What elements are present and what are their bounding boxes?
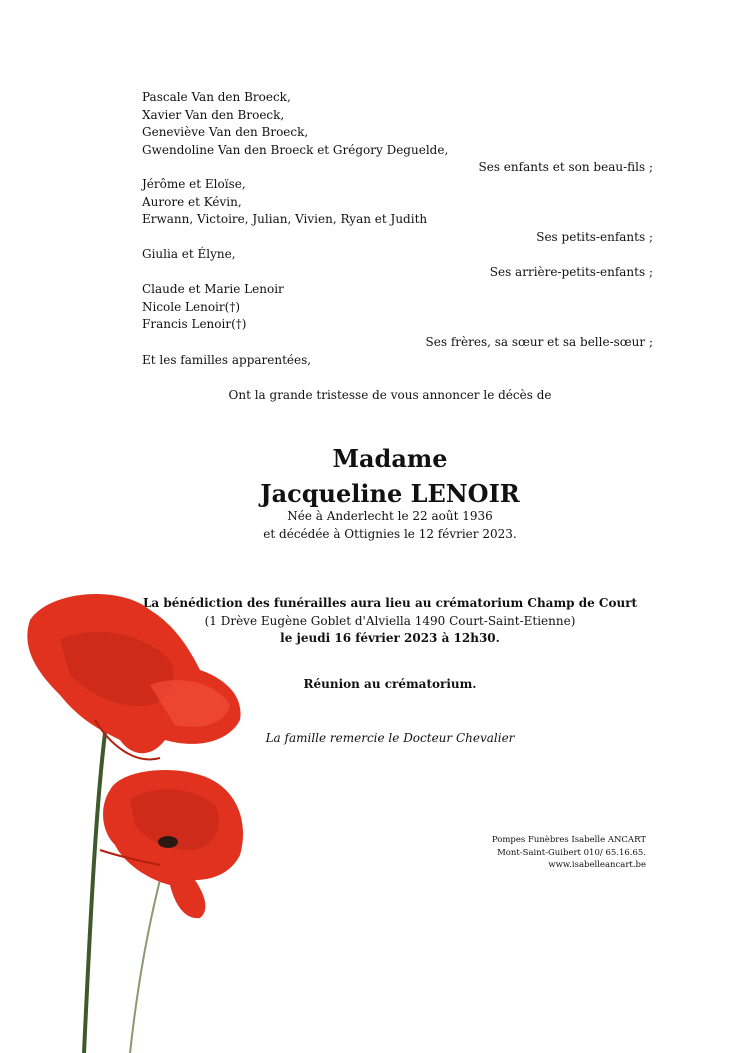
deceased-name: Jacqueline LENOIR (260, 479, 520, 508)
great-grandchild-name: Giulia et Élyne, (142, 247, 236, 261)
children-list (142, 89, 448, 159)
ceremony-line-1: La bénédiction des funérailles aura lieu au crématorium Champ de Court (142, 596, 638, 610)
poppies-illustration (0, 580, 260, 1053)
child-name: Pascale Van den Broeck, (142, 90, 291, 104)
funeral-home-name: Pompes Funèbres Isabelle ANCART (491, 835, 646, 845)
ceremony-address: (1 Drève Eugène Goblet d'Alviella 1490 Court-Saint-Etienne) (204, 614, 576, 628)
families-line: Et les familles apparentées, (142, 353, 312, 367)
sibling-name: Francis Lenoir(†) (142, 317, 247, 331)
siblings-label: Ses frères, sa sœur et sa belle-sœur ; (425, 335, 653, 349)
grandchild-name: Jérôme et Eloïse, (142, 177, 246, 191)
siblings-list (142, 281, 284, 334)
poppy-flower-upper (27, 594, 240, 759)
children-label: Ses enfants et son beau-fils ; (478, 160, 653, 174)
poppy-stem (130, 880, 160, 1053)
child-name: Gwendoline Van den Broeck et Grégory Deguelde, (142, 142, 449, 157)
reunion-line: Réunion au crématorium. (303, 677, 477, 691)
great-grandchildren-label: Ses arrière-petits-enfants ; (489, 265, 653, 279)
grandchildren-label: Ses petits-enfants ; (536, 230, 653, 244)
grandchildren-list (142, 176, 427, 229)
thanks-line: La famille remercie le Docteur Chevalier (265, 731, 515, 745)
grandchild-name: Aurore et Kévin, (142, 194, 242, 209)
funeral-home-address: Mont-Saint-Guibert 010/ 65.16.65. (497, 847, 646, 858)
ceremony-datetime: le jeudi 16 février 2023 à 12h30. (280, 631, 500, 645)
grandchild-name: Erwann, Victoire, Julian, Vivien, Ryan et Judith (142, 212, 428, 226)
funeral-home-website[interactable]: www.isabelleancart.be (548, 860, 646, 870)
death-line: et décédée à Ottignies le 12 février 2023. (263, 527, 517, 541)
child-name: Geneviève Van den Broeck, (142, 125, 309, 139)
poppy-stem (84, 710, 108, 1053)
funeral-home (492, 834, 646, 872)
poppy-flower-lower (100, 770, 243, 918)
salutation: Madame (332, 444, 448, 473)
birth-line: Née à Anderlecht le 22 août 1936 (287, 509, 493, 523)
sibling-name: Claude et Marie Lenoir (142, 282, 284, 296)
great-grandchildren-list (142, 246, 236, 264)
child-name: Xavier Van den Broeck, (142, 107, 285, 122)
announcement: Ont la grande tristesse de vous annoncer le décès de (228, 388, 552, 402)
sibling-name: Nicole Lenoir(†) (142, 299, 240, 314)
